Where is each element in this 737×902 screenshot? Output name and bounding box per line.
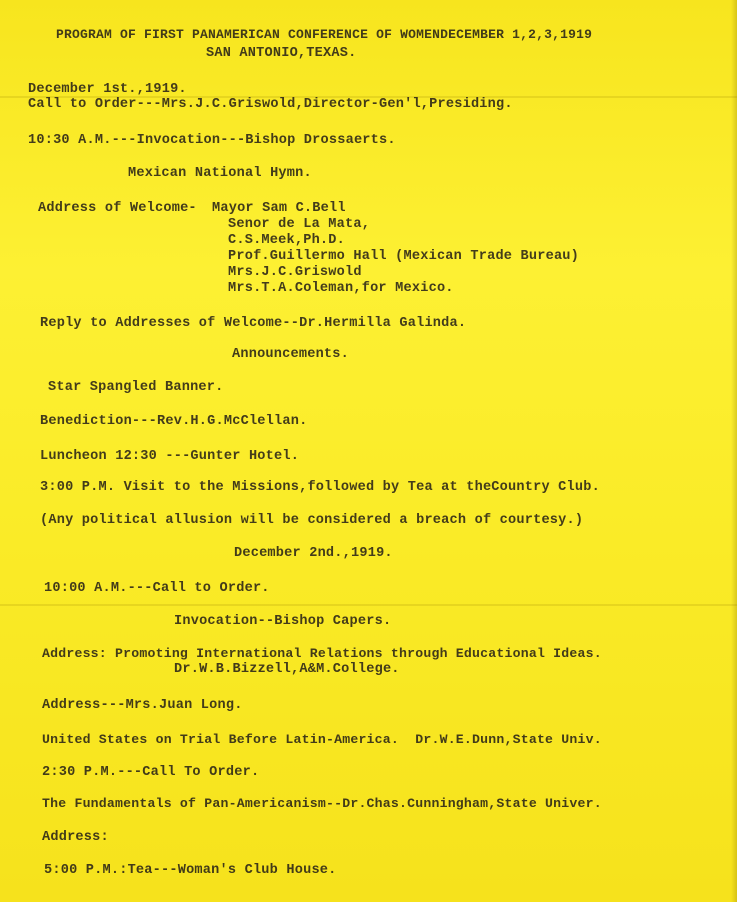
day2-call-to-order: 10:00 A.M.---Call to Order. (44, 581, 270, 596)
day1-date: December 1st.,1919. (28, 82, 187, 97)
location: SAN ANTONIO,TEXAS. (206, 46, 357, 61)
afternoon-call-to-order: 2:30 P.M.---Call To Order. (42, 765, 260, 780)
page-edge (731, 0, 737, 902)
welcome-speaker: Mayor Sam C.Bell (212, 201, 346, 216)
benediction: Benediction---Rev.H.G.McClellan. (40, 414, 308, 429)
welcome-speaker: Senor de La Mata, (228, 217, 371, 232)
day1-invocation: 10:30 A.M.---Invocation---Bishop Drossaerts. (28, 133, 396, 148)
fundamentals-pan-americanism: The Fundamentals of Pan-Americanism--Dr.Chas.Cunningham,State Univer. (42, 796, 602, 811)
star-spangled-banner: Star Spangled Banner. (48, 380, 224, 395)
welcome-speaker: C.S.Meek,Ph.D. (228, 233, 346, 248)
luncheon: Luncheon 12:30 ---Gunter Hotel. (40, 449, 300, 464)
announcements: Announcements. (232, 347, 350, 362)
welcome-label: Address of Welcome- (38, 201, 197, 216)
welcome-speaker: Mrs.J.C.Griswold (228, 265, 362, 280)
day1-call-to-order: Call to Order---Mrs.J.C.Griswold,Director-Gen'l,Presiding. (28, 97, 513, 112)
address-speaker-bizzell: Dr.W.B.Bizzell,A&M.College. (174, 662, 400, 677)
day2-invocation: Invocation--Bishop Capers. (174, 614, 392, 629)
day2-date: December 2nd.,1919. (234, 546, 393, 561)
missions-visit: 3:00 P.M. Visit to the Missions,followed by Tea at theCountry Club. (40, 480, 600, 495)
address-international-relations: Address: Promoting International Relations through Educational Ideas. (42, 646, 602, 661)
welcome-speaker: Prof.Guillermo Hall (Mexican Trade Bureau) (228, 249, 580, 264)
us-on-trial: United States on Trial Before Latin-America. Dr.W.E.Dunn,State Univ. (42, 732, 602, 747)
tea-womans-club: 5:00 P.M.:Tea---Woman's Club House. (44, 863, 337, 878)
welcome-speaker: Mrs.T.A.Coleman,for Mexico. (228, 281, 454, 296)
reply-to-welcome: Reply to Addresses of Welcome--Dr.Hermilla Galinda. (40, 316, 467, 331)
political-note: (Any political allusion will be considered a breach of courtesy.) (40, 513, 584, 528)
address-blank: Address: (42, 830, 109, 845)
national-hymn: Mexican National Hymn. (128, 166, 312, 181)
paper-fold (0, 604, 737, 606)
address-juan-long: Address---Mrs.Juan Long. (42, 698, 243, 713)
program-title: PROGRAM OF FIRST PANAMERICAN CONFERENCE OF WOMENDECEMBER 1,2,3,1919 (56, 27, 593, 42)
